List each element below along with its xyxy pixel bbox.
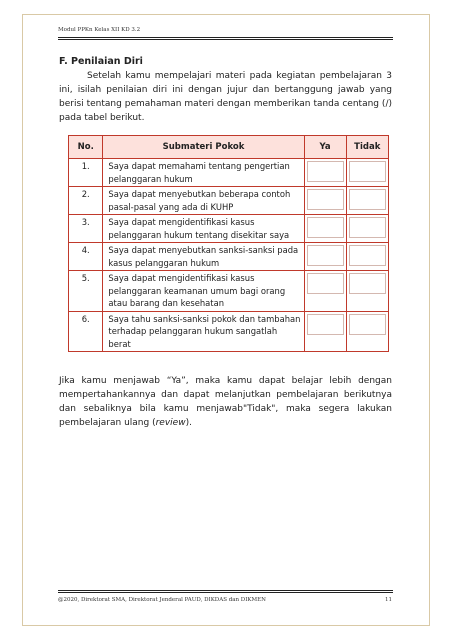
yes-check-cell[interactable] bbox=[304, 187, 346, 215]
yes-check-cell[interactable] bbox=[304, 271, 346, 312]
yes-check-cell[interactable] bbox=[304, 311, 346, 352]
header-yes: Ya bbox=[304, 136, 346, 159]
table-header-row bbox=[69, 136, 389, 159]
header-no: No. bbox=[69, 136, 103, 159]
review-word: review bbox=[155, 418, 186, 428]
no-check-cell[interactable] bbox=[346, 311, 389, 352]
row-number: 1. bbox=[69, 159, 103, 187]
footer-divider bbox=[58, 590, 393, 593]
no-check-cell[interactable] bbox=[346, 271, 389, 312]
table-row bbox=[69, 271, 389, 312]
intro-paragraph bbox=[59, 69, 392, 125]
row-number: 5. bbox=[69, 271, 103, 312]
closing-text: Jika kamu menjawab “Ya”, maka kamu dapat belajar lebih dengan mempertahankannya dan dapat melanjutkan pembelajaran berikutnya dan sebaliknya bila kamu menjawab"Tidak", maka segera lakukan pembelajaran ulang ( bbox=[59, 376, 392, 428]
row-statement: Saya dapat menyebutkan beberapa contoh pasal-pasal yang ada di KUHP bbox=[103, 187, 304, 215]
table-row bbox=[69, 311, 389, 352]
footer-copyright: @2020, Direktorat SMA, Direktorat Jenderal PAUD, DIKDAS dan DIKMEN bbox=[58, 597, 266, 603]
no-check-cell[interactable] bbox=[346, 187, 389, 215]
table-row bbox=[69, 159, 389, 187]
self-assessment-table bbox=[68, 135, 389, 352]
header-topic: Submateri Pokok bbox=[103, 136, 304, 159]
intro-text: Setelah kamu mempelajari materi pada kegiatan pembelajaran 3 ini, isilah penilaian diri ini dengan jujur dan bertanggung jawab yang berisi tentang pemahaman materi dengan memberikan tanda centang (/) pada tabel berikut. bbox=[59, 71, 392, 123]
table-row bbox=[69, 187, 389, 215]
closing-paragraph bbox=[59, 374, 392, 430]
closing-text-end: ). bbox=[185, 418, 192, 428]
row-statement: Saya dapat mengidentifikasi kasus pelanggaran hukum tentang disekitar saya bbox=[103, 215, 304, 243]
header-no-answer: Tidak bbox=[346, 136, 389, 159]
row-number: 4. bbox=[69, 243, 103, 271]
yes-check-cell[interactable] bbox=[304, 159, 346, 187]
row-number: 2. bbox=[69, 187, 103, 215]
section-title: F. Penilaian Diri bbox=[59, 56, 143, 67]
header-divider bbox=[58, 37, 393, 40]
row-statement: Saya dapat menyebutkan sanksi-sanksi pada kasus pelanggaran hukum bbox=[103, 243, 304, 271]
page-header: Modul PPKn Kelas XII KD 3.2 bbox=[58, 27, 141, 33]
row-number: 6. bbox=[69, 311, 103, 352]
no-check-cell[interactable] bbox=[346, 243, 389, 271]
row-statement: Saya dapat memahami tentang pengertian pelanggaran hukum bbox=[103, 159, 304, 187]
row-number: 3. bbox=[69, 215, 103, 243]
row-statement: Saya dapat mengidentifikasi kasus pelanggaran keamanan umum bagi orang atau barang dan kesehatan bbox=[103, 271, 304, 312]
yes-check-cell[interactable] bbox=[304, 243, 346, 271]
yes-check-cell[interactable] bbox=[304, 215, 346, 243]
table-row bbox=[69, 243, 389, 271]
page-number: 11 bbox=[385, 597, 392, 603]
no-check-cell[interactable] bbox=[346, 215, 389, 243]
no-check-cell[interactable] bbox=[346, 159, 389, 187]
row-statement: Saya tahu sanksi-sanksi pokok dan tambahan terhadap pelanggaran hukum sangatlah berat bbox=[103, 311, 304, 352]
table-row bbox=[69, 215, 389, 243]
